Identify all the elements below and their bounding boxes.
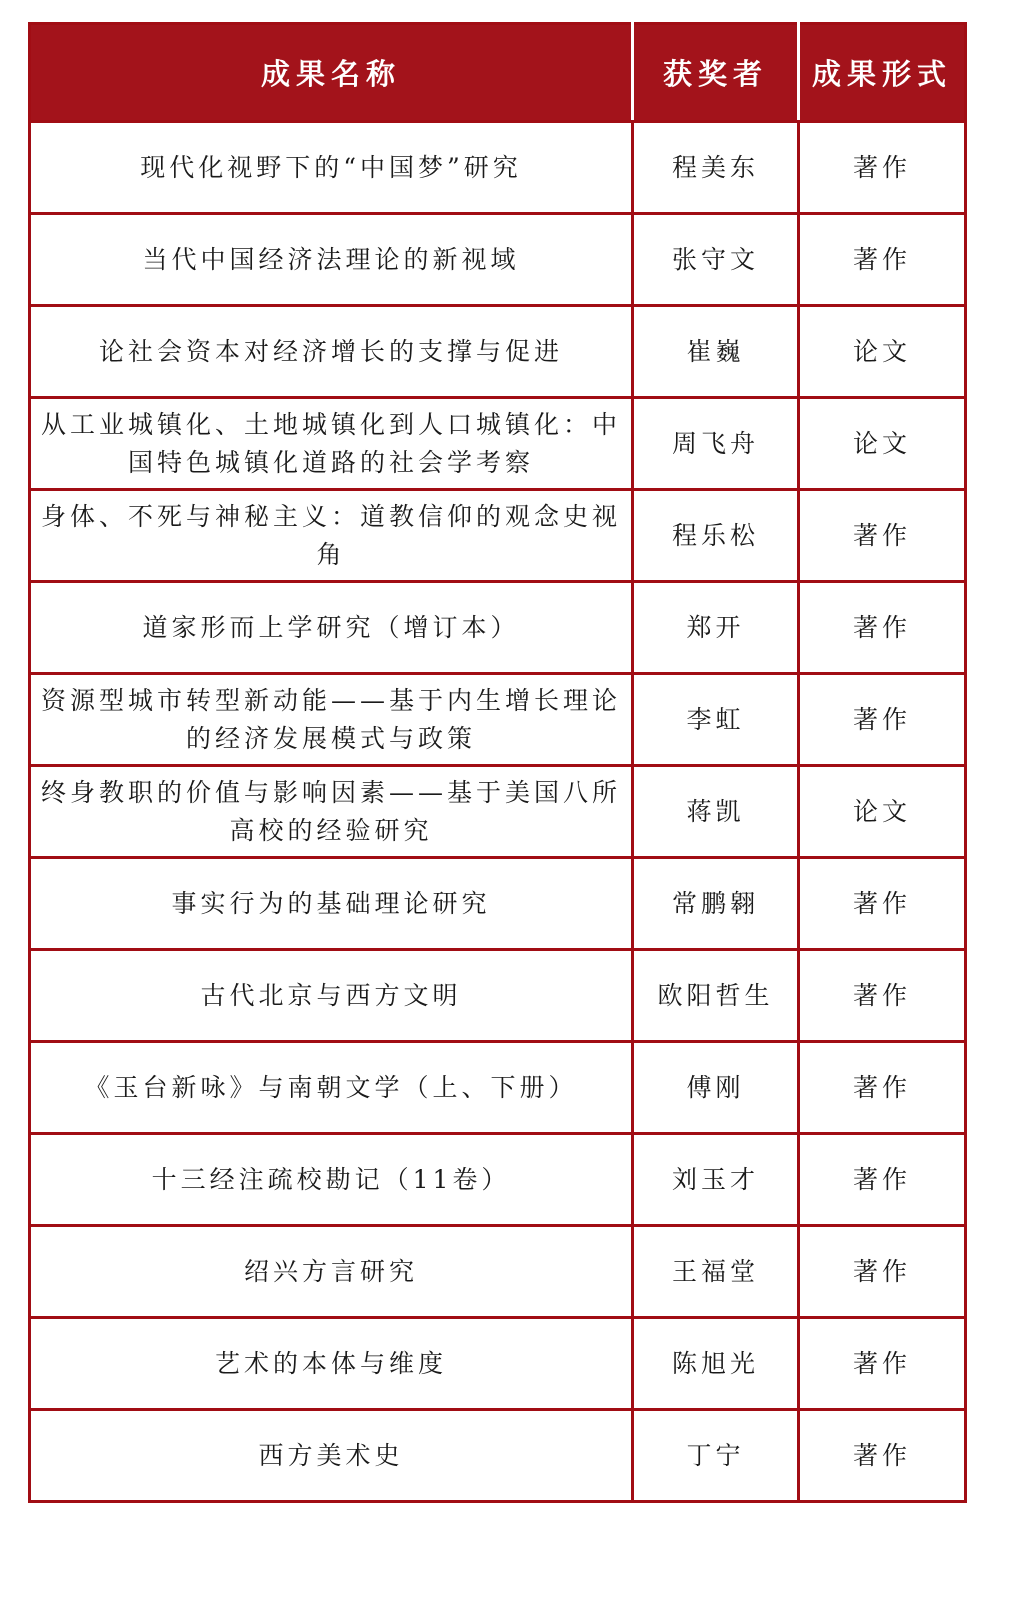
achievement-title-cell: 艺术的本体与维度 [30,1318,633,1410]
achievement-title-cell: 论社会资本对经济增长的支撑与促进 [30,306,633,398]
achievement-title-cell: 绍兴方言研究 [30,1226,633,1318]
achievement-form-cell: 著作 [799,1226,966,1318]
column-header-form: 成果形式 [799,24,966,122]
achievement-form-cell: 著作 [799,950,966,1042]
table-row [30,858,966,950]
table-row [30,1226,966,1318]
achievement-title-cell: 当代中国经济法理论的新视域 [30,214,633,306]
achievement-form-cell: 论文 [799,306,966,398]
winner-cell: 丁宁 [633,1410,799,1502]
table-header [30,24,966,122]
achievement-form-cell: 著作 [799,582,966,674]
table-row [30,950,966,1042]
table-row [30,214,966,306]
table-row [30,1410,966,1502]
table-row [30,674,966,766]
column-header-title: 成果名称 [30,24,633,122]
winner-cell: 常鹏翱 [633,858,799,950]
table-body [30,122,966,1502]
winner-cell: 程美东 [633,122,799,214]
achievement-form-cell: 著作 [799,674,966,766]
achievement-title-cell: 资源型城市转型新动能——基于内生增长理论的经济发展模式与政策 [30,674,633,766]
header-row [30,24,966,122]
table-row [30,766,966,858]
achievement-title-cell: 现代化视野下的“中国梦”研究 [30,122,633,214]
table-row [30,1134,966,1226]
winner-cell: 蒋凯 [633,766,799,858]
achievement-form-cell: 著作 [799,490,966,582]
table-row [30,1042,966,1134]
table-row [30,306,966,398]
winner-cell: 张守文 [633,214,799,306]
winner-cell: 崔巍 [633,306,799,398]
achievement-form-cell: 著作 [799,1134,966,1226]
column-header-winner: 获奖者 [633,24,799,122]
table-row [30,490,966,582]
winner-cell: 刘玉才 [633,1134,799,1226]
winner-cell: 周飞舟 [633,398,799,490]
achievement-form-cell: 著作 [799,122,966,214]
winner-cell: 欧阳哲生 [633,950,799,1042]
winner-cell: 王福堂 [633,1226,799,1318]
achievement-title-cell: 《玉台新咏》与南朝文学（上、下册） [30,1042,633,1134]
achievement-form-cell: 著作 [799,858,966,950]
achievement-title-cell: 事实行为的基础理论研究 [30,858,633,950]
achievement-form-cell: 论文 [799,398,966,490]
table-row [30,122,966,214]
achievement-form-cell: 论文 [799,766,966,858]
achievement-title-cell: 道家形而上学研究（增订本） [30,582,633,674]
achievement-title-cell: 古代北京与西方文明 [30,950,633,1042]
table-row [30,582,966,674]
achievement-title-cell: 西方美术史 [30,1410,633,1502]
winner-cell: 傅刚 [633,1042,799,1134]
achievement-form-cell: 著作 [799,1410,966,1502]
winner-cell: 陈旭光 [633,1318,799,1410]
achievement-title-cell: 十三经注疏校勘记（11卷） [30,1134,633,1226]
achievement-title-cell: 终身教职的价值与影响因素——基于美国八所高校的经验研究 [30,766,633,858]
table-row [30,398,966,490]
achievement-title-cell: 身体、不死与神秘主义：道教信仰的观念史视角 [30,490,633,582]
achievement-title-cell: 从工业城镇化、土地城镇化到人口城镇化：中国特色城镇化道路的社会学考察 [30,398,633,490]
winner-cell: 程乐松 [633,490,799,582]
awards-table [28,22,967,1503]
achievement-form-cell: 著作 [799,1318,966,1410]
achievement-form-cell: 著作 [799,1042,966,1134]
winner-cell: 郑开 [633,582,799,674]
winner-cell: 李虹 [633,674,799,766]
table-row [30,1318,966,1410]
achievement-form-cell: 著作 [799,214,966,306]
